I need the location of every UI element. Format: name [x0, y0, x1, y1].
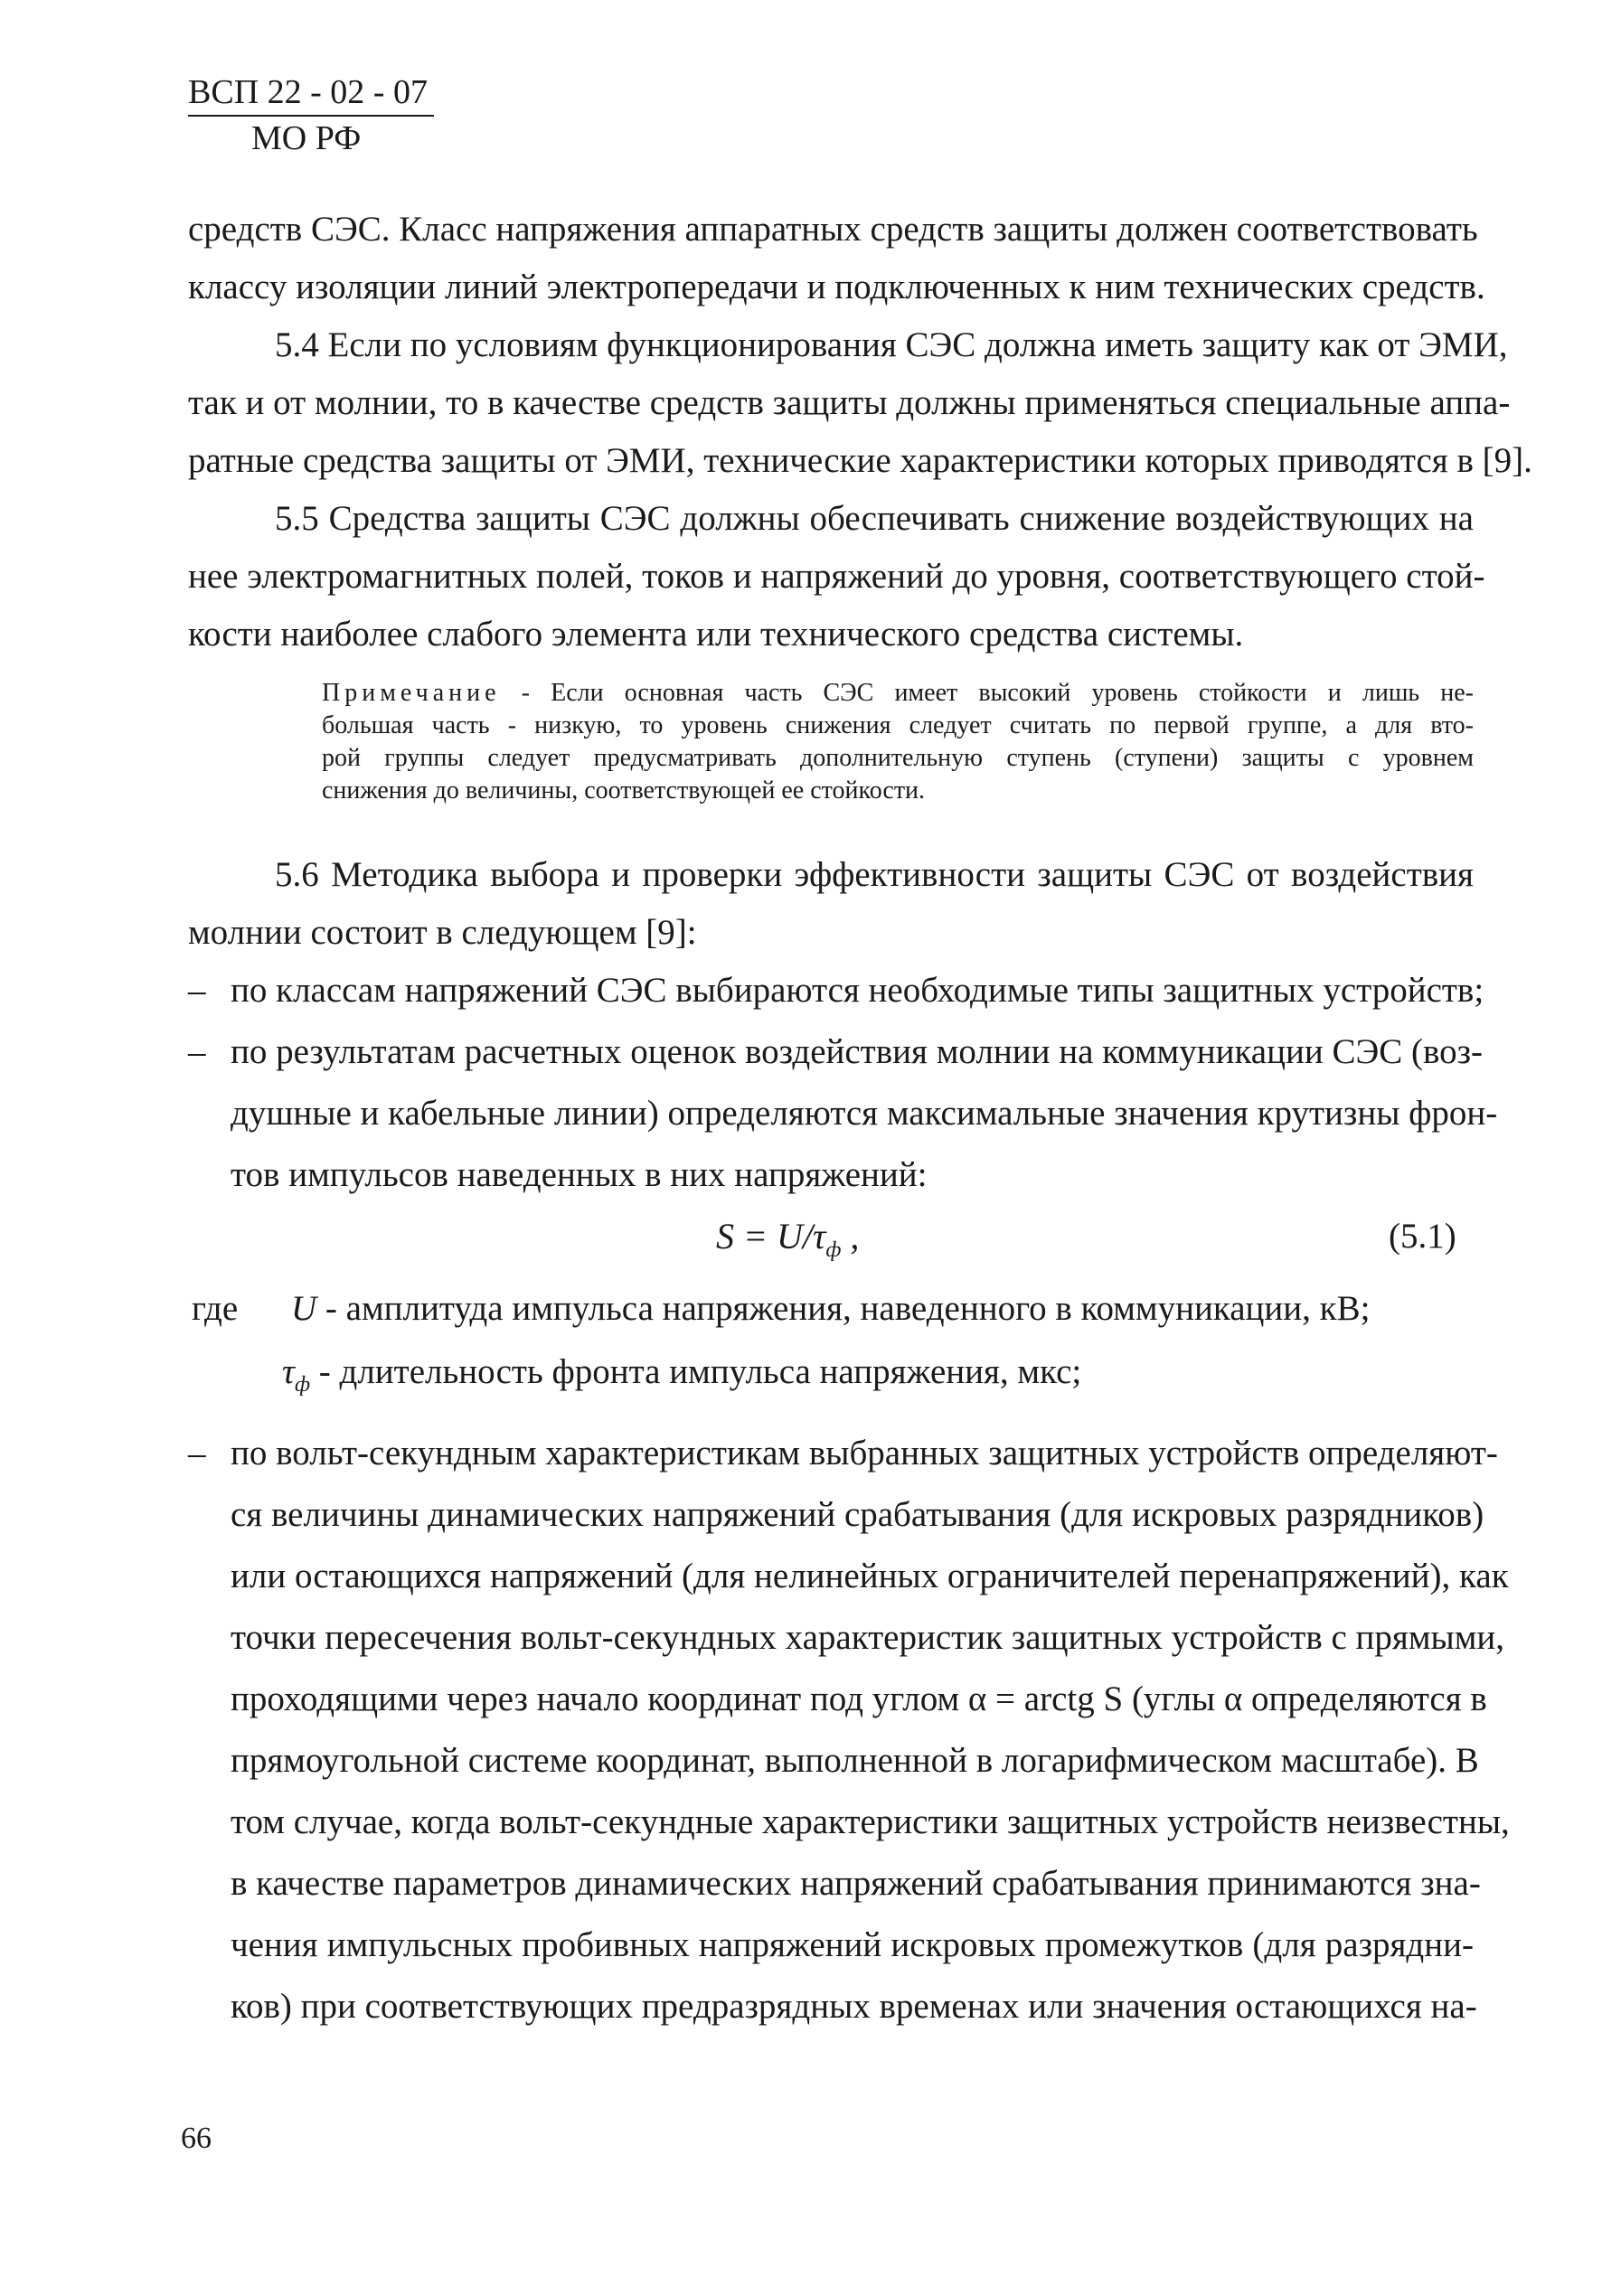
symbol-tau: $\tau_ф$ — [282, 1352, 311, 1397]
paragraph-line: ратные средства защиты от ЭМИ, технические характеристики которых приводятся в [9]. — [188, 441, 1532, 480]
list-item-line: по результатам расчетных оценок воздействия молнии на коммуникации СЭС (воз- — [231, 1032, 1484, 1071]
list-dash: – — [188, 1032, 206, 1071]
document-organization: МО РФ — [251, 119, 362, 157]
list-item-line: ся величины динамических напряжений срабатывания (для искровых разрядников) — [231, 1495, 1484, 1534]
note-line — [322, 678, 1474, 709]
paragraph-line: нее электромагнитных полей, токов и напряжений до уровня, соответствующего стой- — [188, 557, 1485, 596]
list-item-line: проходящими через начало координат под углом α = arctg S (углы α определяются в — [231, 1680, 1487, 1718]
paragraph-line: 5.4 Если по условиям функционирования СЭС должна иметь защиту как от ЭМИ, — [275, 325, 1508, 364]
list-dash: – — [188, 971, 206, 1010]
list-item-line: или остающихся напряжений (для нелинейных ограничителей перенапряжений), как — [231, 1557, 1509, 1595]
symbol-u: U — [291, 1289, 317, 1328]
note-line: снижения до величины, соответствующей ее стойкости. — [322, 776, 926, 805]
formula — [716, 1215, 859, 1272]
formula-tail: , — [841, 1216, 860, 1256]
list-item-line: ков) при соответствующих предразрядных временах или значения остающихся на- — [231, 1987, 1477, 2026]
formula-subscript: ф — [825, 1238, 842, 1262]
document-code: ВСП 22 - 02 - 07 — [188, 71, 434, 117]
document-header — [188, 71, 434, 160]
list-item-line: точки пересечения вольт-секундных характеристик защитных устройств с прямыми, — [231, 1618, 1505, 1657]
formula-expression: S = U/τ — [716, 1216, 826, 1256]
paragraph-line: кости наиболее слабого элемента или технического средства системы. — [188, 615, 1244, 654]
where-label: где — [192, 1289, 239, 1328]
paragraph-line: классу изоляции линий электропередачи и подключенных к ним технических средств. — [188, 268, 1485, 306]
equation-number: (5.1) — [1389, 1217, 1456, 1256]
note-text: - Если основная часть СЭС имеет высокий уровень стойкости и лишь не- — [500, 679, 1474, 707]
note-line: большая часть - низкую, то уровень снижения следует считать по первой группе, а для вто- — [322, 711, 1474, 739]
paragraph-line: так и от молнии, то в качестве средств защиты должны применяться специальные аппа- — [188, 383, 1511, 422]
list-item-line: в качестве параметров динамических напряжений срабатывания принимаются зна- — [231, 1864, 1481, 1903]
list-item-line: прямоугольной системе координат, выполненной в логарифмическом масштабе). В — [231, 1741, 1479, 1780]
list-item-line: по классам напряжений СЭС выбираются необходимые типы защитных устройств; — [231, 971, 1484, 1010]
list-item-line: душные и кабельные линии) определяются максимальные значения крутизны фрон- — [231, 1094, 1498, 1133]
definition-u — [291, 1287, 1370, 1331]
list-item-line: по вольт-секундным характеристикам выбранных защитных устройств определяют- — [231, 1434, 1498, 1473]
paragraph-line: 5.6 Методика выбора и проверки эффективности защиты СЭС от воздействия — [275, 855, 1474, 894]
paragraph-line: 5.5 Средства защиты СЭС должны обеспечивать снижение воздействующих на — [275, 499, 1474, 538]
note-label: Примечание — [322, 679, 501, 707]
paragraph-line: средств СЭС. Класс напряжения аппаратных средств защиты должен соответствовать — [188, 210, 1478, 249]
definition-text: - амплитуда импульса напряжения, наведенного в коммуникации, кВ; — [316, 1289, 1371, 1328]
list-item-line: том случае, когда вольт-секундные характеристики защитных устройств неизвестны, — [231, 1802, 1510, 1841]
definition-text: - длительность фронта импульса напряжения, мкс; — [310, 1352, 1082, 1391]
list-item-line: тов импульсов наведенных в них напряжений: — [231, 1155, 928, 1194]
page-number: 66 — [181, 2122, 212, 2155]
list-dash: – — [188, 1434, 206, 1473]
definition-tau — [282, 1350, 1081, 1407]
list-item-line: чения импульсных пробивных напряжений искровых промежутков (для разрядни- — [231, 1925, 1474, 1964]
note-line: рой группы следует предусматривать дополнительную ступень (ступени) защиты с уровнем — [322, 744, 1474, 772]
paragraph-line: молнии состоит в следующем [9]: — [188, 913, 697, 952]
